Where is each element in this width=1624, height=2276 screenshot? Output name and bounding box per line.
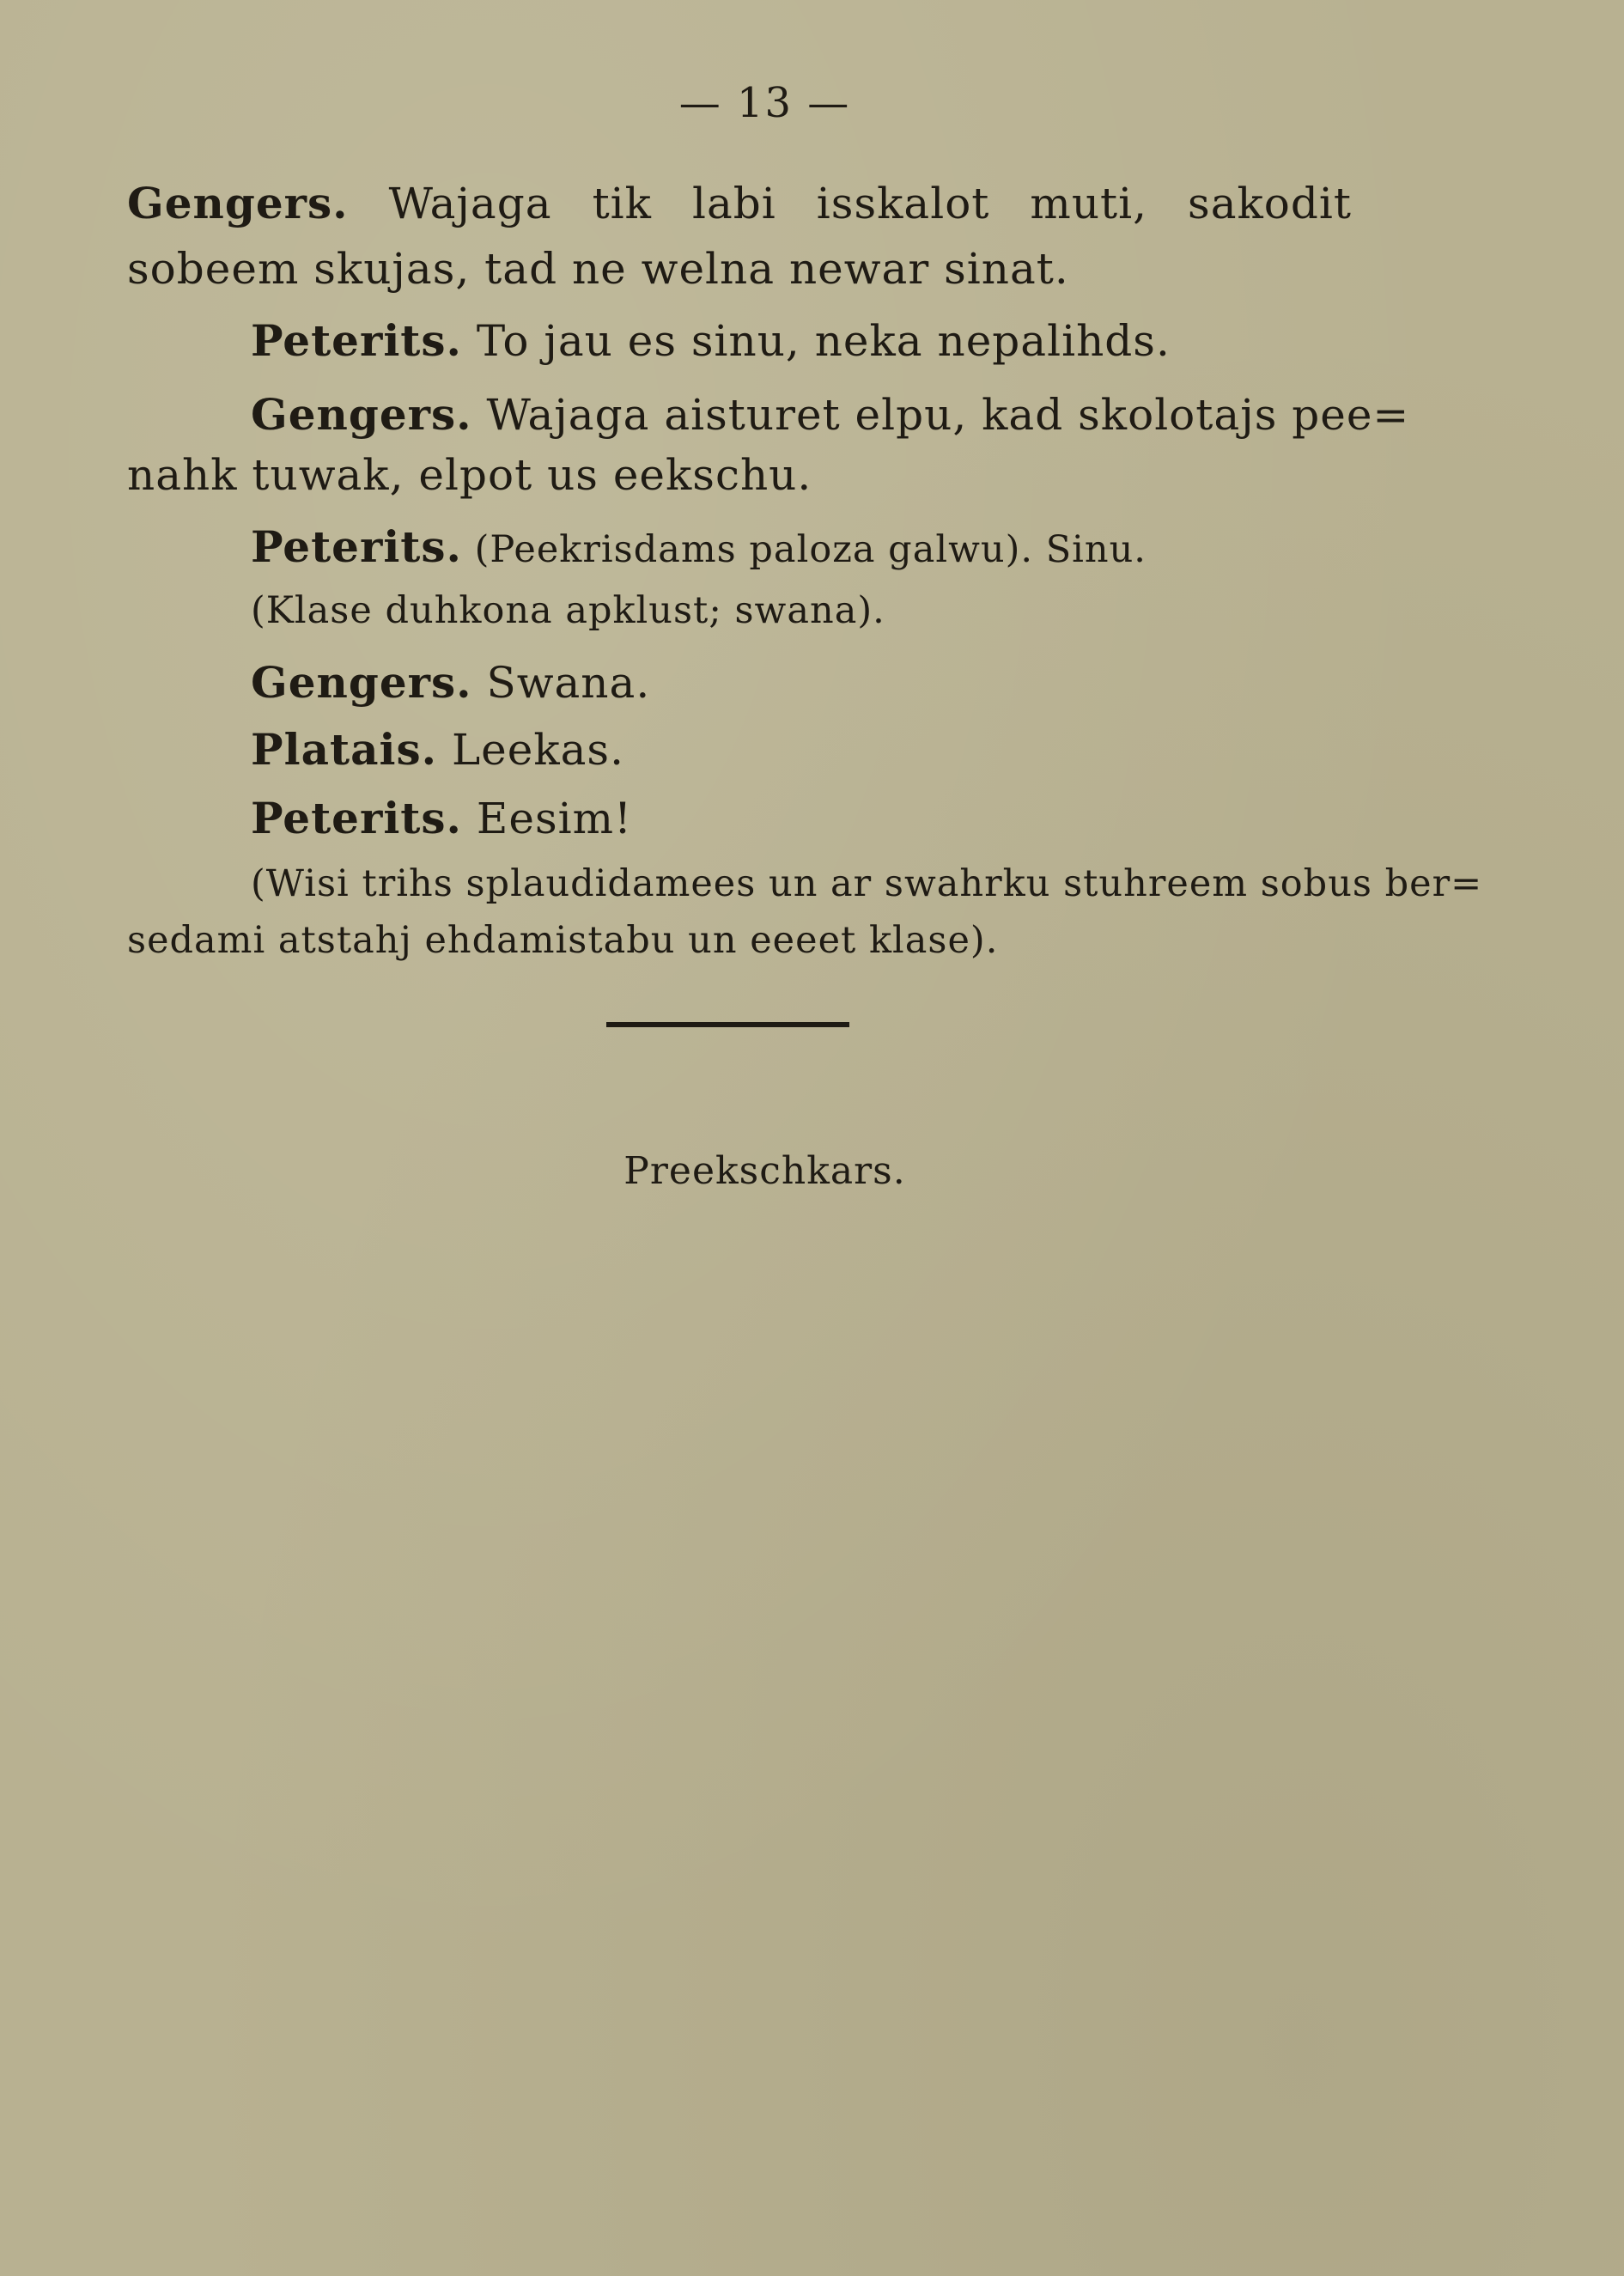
- dialogue-line-8: [251, 657, 651, 708]
- dialogue-text: Wajaga aisturet elpu, kad skolotajs pee=: [471, 390, 1410, 440]
- dialogue-line-2: [127, 244, 1069, 294]
- speaker-name: Peterits.: [251, 315, 462, 366]
- stage-direction: sedami atstahj ehdamistabu un eeeet klase).: [127, 919, 999, 962]
- speaker-name: Peterits.: [251, 521, 462, 572]
- dialogue-text: Wajaga tik labi isskalot muti, sakodit: [348, 179, 1352, 228]
- speaker-name: Gengers.: [251, 389, 472, 440]
- stage-direction-line-11: [251, 862, 1483, 905]
- dialogue-line-6: [251, 521, 1147, 572]
- speaker-name: Platais.: [251, 724, 438, 775]
- speaker-name: Peterits.: [251, 793, 462, 843]
- speaker-name: Gengers.: [127, 178, 349, 228]
- stage-direction-line-7: [251, 589, 885, 632]
- stage-direction-line-12: [127, 919, 999, 962]
- speaker-name: Gengers.: [251, 657, 472, 708]
- dialogue-line-10: [251, 793, 633, 843]
- page-number: — 13 —: [678, 79, 851, 127]
- stage-direction: (Wisi trihs splaudidamees un ar swahrku stuhreem sobus ber=: [251, 862, 1483, 905]
- dialogue-line-1: [127, 178, 1352, 228]
- dialogue-text: Leekas.: [437, 725, 624, 775]
- signature: Preekschkars.: [623, 1149, 906, 1193]
- stage-direction: (Peekrisdams paloza galwu). Sinu.: [461, 528, 1147, 571]
- dialogue-text: Swana.: [471, 658, 651, 708]
- dialogue-line-9: [251, 724, 624, 775]
- stage-direction: (Klase duhkona apklust; swana).: [251, 589, 885, 632]
- dialogue-line-5: [127, 450, 812, 500]
- section-divider: [606, 1022, 849, 1027]
- dialogue-text: Eesim!: [461, 794, 633, 843]
- dialogue-line-3: [251, 315, 1171, 366]
- dialogue-text: To jau es sinu, neka nepalihds.: [461, 316, 1171, 366]
- dialogue-line-4: [251, 389, 1410, 440]
- dialogue-text: nahk tuwak, elpot us eekschu.: [127, 450, 812, 500]
- dialogue-text: sobeem skujas, tad ne welna newar sinat.: [127, 244, 1069, 294]
